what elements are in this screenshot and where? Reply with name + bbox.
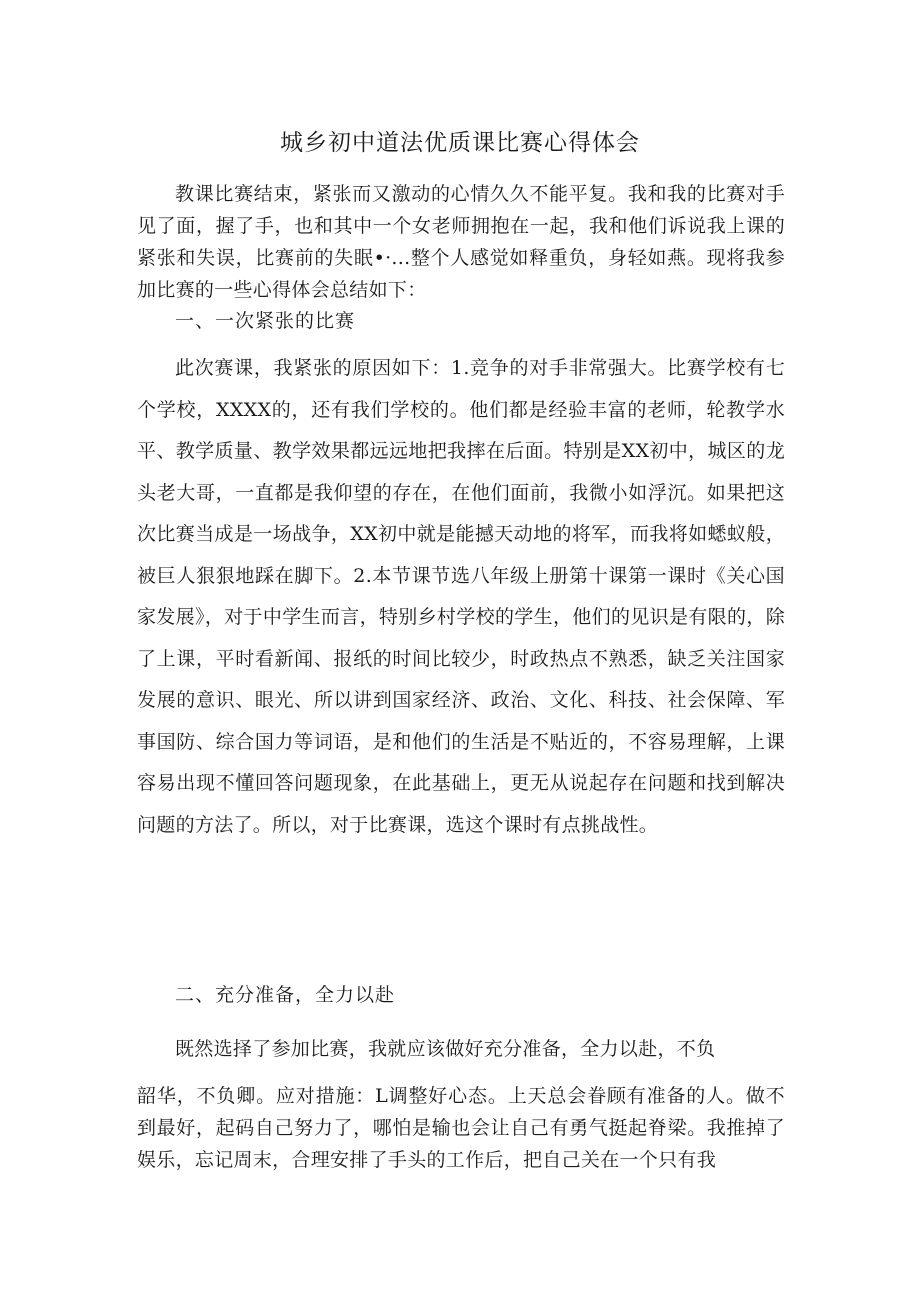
document-title: 城乡初中道法优质课比赛心得体会 (280, 130, 640, 156)
section2-paragraph-continued: 韶华，不负卿。应对措施：L调整好心态。上天总会眷顾有准备的人。做不到最好，起码自己努力了，哪怕是输也会让自己有勇气挺起脊梁。我推掉了娱乐，忘记周末，合理安排了手头的工作后，把自己关在一个只有我 (137, 1085, 785, 1171)
intro-paragraph: 教课比赛结束，紧张而又激动的心情久久不能平复。我和我的比赛对手见了面，握了手，也和其中一个女老师拥抱在一起，我和他们诉说我上课的紧张和失误，比赛前的失眠•·...整个人感觉如释重负，身轻如燕。现将我参加比赛的一些心得体会总结如下： (137, 183, 785, 301)
section1-heading: 一、一次紧张的比赛 (175, 310, 356, 332)
section2-paragraph-first-line: 既然选择了参加比赛，我就应该做好充分准备，全力以赴，不负 (175, 1038, 716, 1060)
section2-heading: 二、充分准备，全力以赴 (175, 984, 396, 1006)
section1-paragraph: 此次赛课，我紧张的原因如下：1.竞争的对手非常强大。比赛学校有七个学校，XXXX的，还有我们学校的。他们都是经验丰富的老师，轮教学水平、教学质量、教学效果都远远地把我摔在后面。特别是XX初中，城区的龙头老大哥，一直都是我仰望的存在，在他们面前，我微小如浮沉。如果把这次比赛当成是一场战争，XX初中就是能撼天动地的将军，而我将如蟋蚁般，被巨人狠狠地踩在脚下。2.本节课节选八年级上册第十课第一课时《关心国家发展》，对于中学生而言，特别乡村学校的学生，他们的见识是有限的，除了上课，平时看新闻、报纸的时间比较少，时政热点不熟悉，缺乏关注国家发展的意识、眼光、所以讲到国家经济、政治、文化、科技、社会保障、军事国防、综合国力等词语，是和他们的生活是不贴近的，不容易理解，上课容易出现不懂回答问题现象，在此基础上，更无从说起存在问题和找到解决问题的方法了。所以，对于比赛课，选这个课时有点挑战性。 (137, 357, 785, 836)
